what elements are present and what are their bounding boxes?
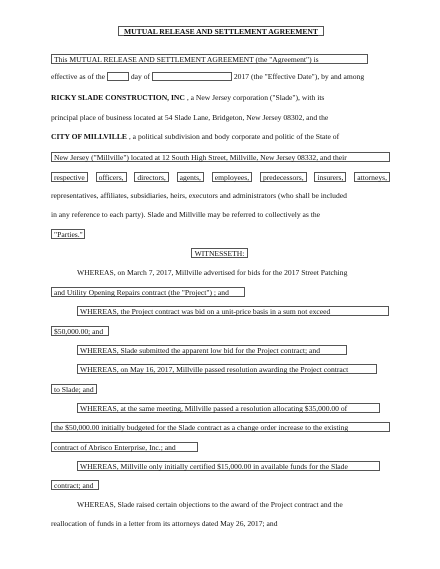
month-blank-field[interactable] [152, 72, 232, 81]
whereas-3: WHEREAS, Slade submitted the apparent low bid for the Project contract; and [77, 345, 347, 355]
whereas-2-line-1: WHEREAS, the Project contract was bid on a unit-price basis in a sum not exceed [77, 306, 389, 316]
term-employees: employees, [212, 172, 252, 182]
intro-line-10: "Parties." [51, 229, 85, 239]
intro-line-5-text: , a political subdivision and body corporate and politic of the State of [128, 132, 340, 141]
intro-line-3 [51, 93, 324, 103]
whereas-5-line-3: contract of Abrisco Enterprise, Inc.; and [51, 442, 198, 452]
party-1-name: RICKY SLADE CONSTRUCTION, INC [51, 93, 185, 102]
intro-line-3-text: , a New Jersey corporation ("Slade"), with its [186, 93, 325, 102]
intro-line-2-c: 2017 (the "Effective Date"), by and among [233, 72, 365, 81]
term-insurers: insurers, [314, 172, 346, 182]
whereas-7-line-1: WHEREAS, Slade raised certain objections to the award of the Project contract and the [77, 500, 343, 509]
document-title: MUTUAL RELEASE AND SETTLEMENT AGREEMENT [118, 26, 324, 36]
term-officers: officers, [96, 172, 127, 182]
term-predecessors: predecessors, [260, 172, 307, 182]
party-2-name: CITY OF MILLVILLE [51, 132, 127, 141]
intro-line-4: principal place of business located at 54 Slade Lane, Bridgeton, New Jersey 08302, and the [51, 113, 329, 122]
whereas-4-line-1: WHEREAS, on May 16, 2017, Millville passed resolution awarding the Project contract [77, 364, 377, 374]
intro-line-8: representatives, affiliates, subsidiaries, heirs, executors and administrators (who shall be included [51, 191, 347, 200]
whereas-4-line-2: to Slade; and [51, 384, 97, 394]
intro-line-6: New Jersey ("Millville") located at 12 South High Street, Millville, New Jersey 08332, and their [51, 152, 390, 162]
intro-line-2-b: day of [130, 72, 151, 81]
term-attorneys: attorneys, [354, 172, 390, 182]
intro-line-2-a: effective as of the [51, 72, 106, 81]
intro-line-1: This MUTUAL RELEASE AND SETTLEMENT AGREEMENT (the "Agreement") is [51, 54, 368, 64]
intro-line-2 [51, 72, 364, 82]
whereas-1-line-2: and Utility Opening Repairs contract (the "Project") ; and [51, 287, 245, 297]
intro-line-5 [51, 132, 339, 142]
whereas-7-line-2: reallocation of funds in a letter from its attorneys dated May 26, 2017; and [51, 519, 278, 528]
whereas-5-line-1: WHEREAS, at the same meeting, Millville passed a resolution allocating $35,000.00 of [77, 403, 380, 413]
term-directors: directors, [134, 172, 168, 182]
term-agents: agents, [177, 172, 204, 182]
whereas-5-line-2: the $50,000.00 initially budgeted for the Slade contract as a change order increase to the existing [51, 422, 390, 432]
parties-terms-row [51, 171, 390, 182]
whereas-2-line-2: $50,000.00; and [51, 326, 109, 336]
day-blank-field[interactable] [107, 72, 129, 81]
whereas-1-line-1: WHEREAS, on March 7, 2017, Millville advertised for bids for the 2017 Street Patching [77, 268, 348, 277]
term-respective: respective [51, 172, 88, 182]
intro-line-9: in any reference to each party). Slade and Millville may be referred to collectively as the [51, 210, 321, 219]
whereas-6-line-2: contract; and [51, 480, 99, 490]
witnesseth-heading: WITNESSETH: [191, 248, 248, 258]
whereas-6-line-1: WHEREAS, Millville only initially certified $15,000.00 in available funds for the Slade [77, 461, 380, 471]
